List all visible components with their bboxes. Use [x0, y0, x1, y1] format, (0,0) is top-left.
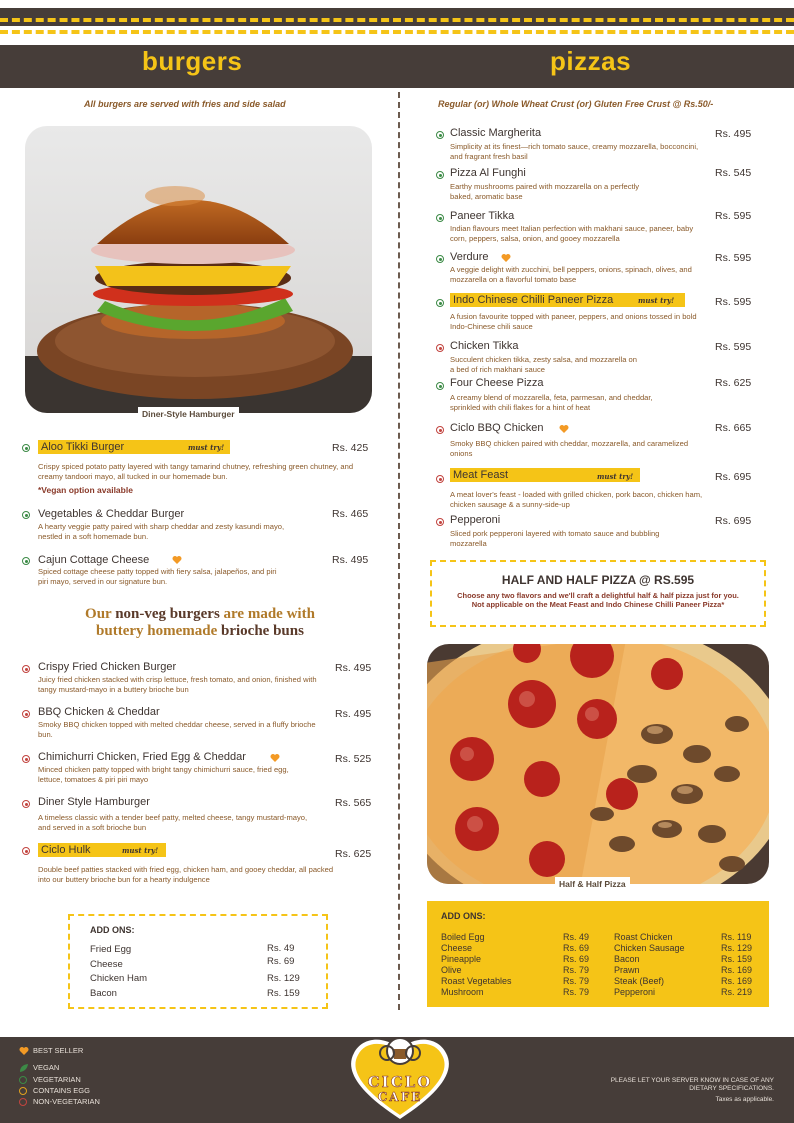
menu-item [436, 377, 766, 413]
addon-name: Chicken Sausage [614, 943, 685, 953]
menu-item [22, 796, 382, 834]
item-price: Rs. 545 [715, 167, 752, 179]
item-name: Crispy Fried Chicken Burger [38, 661, 177, 673]
non-veg-icon [436, 475, 444, 483]
nonveg-banner [30, 606, 370, 640]
burger-photo-caption: Diner-Style Hamburger [138, 407, 239, 421]
item-price: Rs. 595 [715, 341, 752, 353]
addon-name: Prawn [614, 965, 640, 975]
must-try-badge: must try! [597, 472, 634, 481]
veg-icon [19, 1076, 27, 1084]
non-veg-icon [19, 1098, 27, 1106]
item-name: Vegetables & Cheddar Burger [38, 508, 185, 520]
item-name: Pizza Al Funghi [450, 167, 526, 179]
item-price: Rs. 625 [335, 848, 372, 860]
non-veg-icon [436, 344, 444, 352]
addon-name: Bacon [614, 954, 640, 964]
item-desc: Succulent chicken tikka, zesty salsa, and mozzarella on a bed of rich makhani sauce [450, 355, 637, 374]
half-half-title: HALF AND HALF PIZZA @ RS.595 [501, 573, 695, 587]
addon-name: Cheese [90, 959, 123, 970]
veg-icon [22, 511, 30, 519]
addon-price: Rs. 129 [721, 943, 753, 953]
veg-icon [436, 171, 444, 179]
menu-item [436, 293, 766, 333]
item-name: Indo Chinese Chilli Paneer Pizza [450, 293, 685, 307]
menu-item [22, 553, 382, 593]
addon-price: Rs. 159 [721, 954, 753, 964]
pizzas-title: pizzas [550, 46, 632, 76]
item-price: Rs. 495 [715, 128, 752, 140]
item-desc: Minced chicken patty topped with bright tangy chimichurri sauce, fried egg, lettuce, tomatoes & piri piri mayo [38, 765, 289, 784]
header-stripe [0, 0, 794, 8]
leaf-icon [19, 1063, 29, 1073]
menu-item [436, 210, 766, 246]
legend-label: BEST SELLER [33, 1046, 84, 1055]
item-price: Rs. 595 [715, 252, 752, 264]
addon-price: Rs. 69 [563, 943, 590, 953]
item-name: Pepperoni [450, 514, 501, 526]
item-price: Rs. 695 [715, 471, 752, 483]
addons-title: ADD ONS: [441, 911, 486, 921]
veg-icon [22, 444, 30, 452]
menu-item [22, 843, 382, 887]
item-price: Rs. 425 [332, 442, 369, 454]
must-try-badge: must try! [188, 443, 225, 452]
half-half-box [430, 560, 766, 627]
item-desc: Smoky BBQ chicken paired with cheddar, mozzarella, and caramelized onions [450, 439, 689, 458]
item-price: Rs. 495 [335, 662, 372, 674]
veg-icon [436, 255, 444, 263]
item-desc: A timeless classic with a tender beef patty, melted cheese, tangy mustard-mayo, and served in a soft brioche bun [38, 813, 308, 832]
item-price: Rs. 595 [715, 210, 752, 222]
banner-text: buttery homemade [96, 623, 218, 639]
item-desc: Crispy spiced potato patty layered with tangy tamarind chutney, refreshing green chutney, and creamy tandoori mayo, all tucked in our homemade bun. [38, 462, 354, 481]
item-price: Rs. 495 [335, 708, 372, 720]
addon-price: Rs. 79 [563, 965, 590, 975]
item-desc: A veggie delight with zucchini, bell peppers, onions, spinach, olives, and mozzarella on a flavorful tomato base [450, 265, 692, 284]
item-name: Diner Style Hamburger [38, 796, 150, 808]
addon-name: Bacon [90, 988, 117, 999]
non-veg-icon [22, 710, 30, 718]
header-stripe [0, 26, 794, 45]
veg-icon [436, 131, 444, 139]
must-try-badge: must try! [638, 296, 675, 305]
item-price: Rs. 595 [715, 296, 752, 308]
banner-text: brioche buns [221, 623, 304, 639]
menu-item [436, 340, 766, 376]
banner-text: Our [85, 606, 112, 622]
item-desc: Spiced cottage cheese patty topped with fiery salsa, jalapeños, and piri piri mayo, served in our signature bun. [38, 567, 277, 586]
egg-icon [19, 1087, 27, 1095]
burger-addons-box [68, 914, 328, 1009]
addon-price: Rs. 119 [721, 932, 752, 942]
non-veg-icon [22, 755, 30, 763]
veg-icon [436, 299, 444, 307]
item-price: Rs. 665 [715, 422, 752, 434]
addon-row [90, 988, 310, 999]
menu-item [436, 167, 766, 203]
best-seller-heart-icon [559, 424, 569, 434]
item-desc: A creamy blend of mozzarella, feta, parmesan, and cheddar, sprinkled with chili flakes for a hint of heat [450, 393, 653, 412]
half-half-text: Not applicable on the Meat Feast and Indo Chinese Chilli Paneer Pizza* [471, 600, 725, 609]
veg-icon [436, 214, 444, 222]
veg-icon [436, 382, 444, 390]
item-desc: Smoky BBQ chicken topped with melted cheddar cheese, served in a fluffy brioche bun. [38, 720, 316, 739]
addon-name: Pineapple [441, 954, 482, 964]
addon-name: Roast Chicken [614, 932, 673, 942]
logo-text: CICLO [367, 1073, 433, 1091]
veg-icon [22, 557, 30, 565]
menu-item [22, 661, 382, 699]
addon-row [90, 956, 310, 970]
item-name: Verdure [450, 251, 489, 263]
item-name: Aloo Tikki Burger [38, 440, 230, 454]
addon-price: Rs. 79 [563, 976, 590, 986]
header-dashed-line [0, 18, 794, 22]
item-name: Chimichurri Chicken, Fried Egg & Cheddar [38, 751, 246, 763]
item-name: Classic Margherita [450, 127, 542, 139]
item-desc: Earthy mushrooms paired with mozzarella on a perfectly baked, aromatic base [450, 182, 640, 201]
addon-name: Boiled Egg [441, 932, 485, 942]
item-desc: Indian flavours meet Italian perfection with makhani sauce, paneer, baby corn, peppers, salsa, onion, and gooey mozzarella [450, 224, 694, 243]
burgers-note: All burgers are served with fries and side salad [84, 99, 286, 109]
header-dashed-line [0, 30, 794, 34]
item-price: Rs. 525 [335, 753, 372, 765]
addon-name: Cheese [441, 943, 473, 953]
item-note: *Vegan option available [38, 485, 133, 495]
footer-note: DIETARY SPECIFICATIONS. [689, 1085, 774, 1092]
item-name: Meat Feast [450, 468, 640, 482]
best-seller-heart-icon [501, 253, 511, 263]
pizza-photo-caption: Half & Half Pizza [555, 877, 630, 891]
non-veg-icon [22, 665, 30, 673]
item-desc: A hearty veggie patty paired with sharp cheddar and zesty kasundi mayo, nestled in a soft homemade bun. [38, 522, 285, 541]
item-price: Rs. 465 [332, 508, 369, 520]
addon-name: Roast Vegetables [441, 976, 512, 986]
item-name: Ciclo Hulk [38, 843, 166, 857]
addon-price: Rs. 79 [563, 987, 590, 997]
non-veg-icon [436, 426, 444, 434]
legend-label: VEGAN [33, 1063, 60, 1072]
item-price: Rs. 495 [332, 554, 369, 566]
legend-label: VEGETARIAN [33, 1075, 81, 1084]
item-name: Cajun Cottage Cheese [38, 554, 150, 566]
menu-item [436, 514, 766, 550]
addon-name: Fried Egg [90, 944, 132, 955]
logo-text: CAFE [377, 1090, 423, 1104]
menu-item [436, 127, 766, 163]
menu-item [436, 468, 766, 510]
addon-name: Pepperoni [614, 987, 656, 997]
addon-price: Rs. 49 [267, 943, 295, 954]
item-desc: Sliced pork pepperoni layered with tomato sauce and bubbling mozzarella [450, 529, 660, 548]
burgers-title: burgers [142, 46, 243, 76]
addon-price: Rs. 49 [563, 932, 590, 942]
menu-item [436, 251, 766, 287]
legend-label: NON-VEGETARIAN [33, 1097, 100, 1106]
footer-bar [0, 1037, 794, 1123]
addon-name: Chicken Ham [90, 973, 148, 984]
pizza-photo [427, 644, 769, 884]
item-desc: A fusion favourite topped with paneer, peppers, and onions tossed in bold Indo-Chinese chili sauce [450, 312, 697, 331]
item-name: Four Cheese Pizza [450, 377, 544, 389]
best-seller-heart-icon [270, 753, 280, 763]
addon-price: Rs. 219 [721, 987, 753, 997]
menu-item [436, 422, 766, 458]
item-price: Rs. 695 [715, 515, 752, 527]
footer-note: PLEASE LET YOUR SERVER KNOW IN CASE OF ANY [610, 1077, 774, 1084]
item-name: Paneer Tikka [450, 210, 515, 222]
addons-title: ADD ONS: [90, 925, 135, 935]
best-seller-heart-icon [19, 1046, 29, 1056]
item-desc: Double beef patties stacked with fried egg, chicken ham, and gooey cheddar, all packed into our buttery brioche bun for a hearty indulgence [38, 865, 334, 884]
addon-price: Rs. 169 [721, 965, 753, 975]
item-desc: Simplicity at its finest—rich tomato sauce, creamy mozzarella, bocconcini, and fragrant fresh basil [450, 142, 699, 161]
menu-item [22, 440, 382, 500]
item-name: Chicken Tikka [450, 340, 519, 352]
item-desc: Juicy fried chicken stacked with crisp lettuce, fresh tomato, and onion, finished with tangy mustard-mayo in a buttery brioche bun [38, 675, 317, 694]
addon-name: Mushroom [441, 987, 484, 997]
column-divider [398, 92, 400, 1010]
addon-row [90, 973, 310, 984]
addon-price: Rs. 129 [267, 973, 300, 984]
menu-item [22, 507, 382, 547]
burger-photo [25, 126, 372, 413]
item-desc: A meat lover's feast - loaded with grilled chicken, pork bacon, chicken ham, chicken sausage & a sunny-side-up [450, 490, 703, 509]
banner-text: non-veg burgers [115, 606, 220, 622]
non-veg-icon [22, 800, 30, 808]
must-try-badge: must try! [122, 846, 159, 855]
addon-price: Rs. 69 [563, 954, 590, 964]
item-price: Rs. 565 [335, 797, 372, 809]
non-veg-icon [22, 847, 30, 855]
header-bar [0, 0, 794, 88]
best-seller-heart-icon [172, 555, 182, 565]
addon-price: Rs. 69 [267, 956, 295, 967]
half-half-text: Choose any two flavors and we'll craft a delightful half & half pizza just for you. [457, 591, 739, 600]
non-veg-icon [436, 518, 444, 526]
addon-row [90, 944, 310, 955]
menu-item [22, 751, 382, 789]
banner-text: are made with [223, 606, 315, 622]
pizza-addons-box [427, 901, 769, 1007]
addon-name: Olive [441, 965, 462, 975]
item-name: BBQ Chicken & Cheddar [38, 706, 160, 718]
addon-name: Steak (Beef) [614, 976, 665, 986]
addon-price: Rs. 169 [721, 976, 753, 986]
addon-price: Rs. 159 [267, 988, 300, 999]
footer-note: Taxes as applicable. [715, 1096, 774, 1103]
pizzas-note: Regular (or) Whole Wheat Crust (or) Gluten Free Crust @ Rs.50/- [438, 99, 714, 109]
menu-item [22, 706, 382, 744]
item-price: Rs. 625 [715, 377, 752, 389]
legend-label: CONTAINS EGG [33, 1086, 90, 1095]
item-name: Ciclo BBQ Chicken [450, 422, 544, 434]
ciclo-cafe-logo [340, 1023, 460, 1121]
